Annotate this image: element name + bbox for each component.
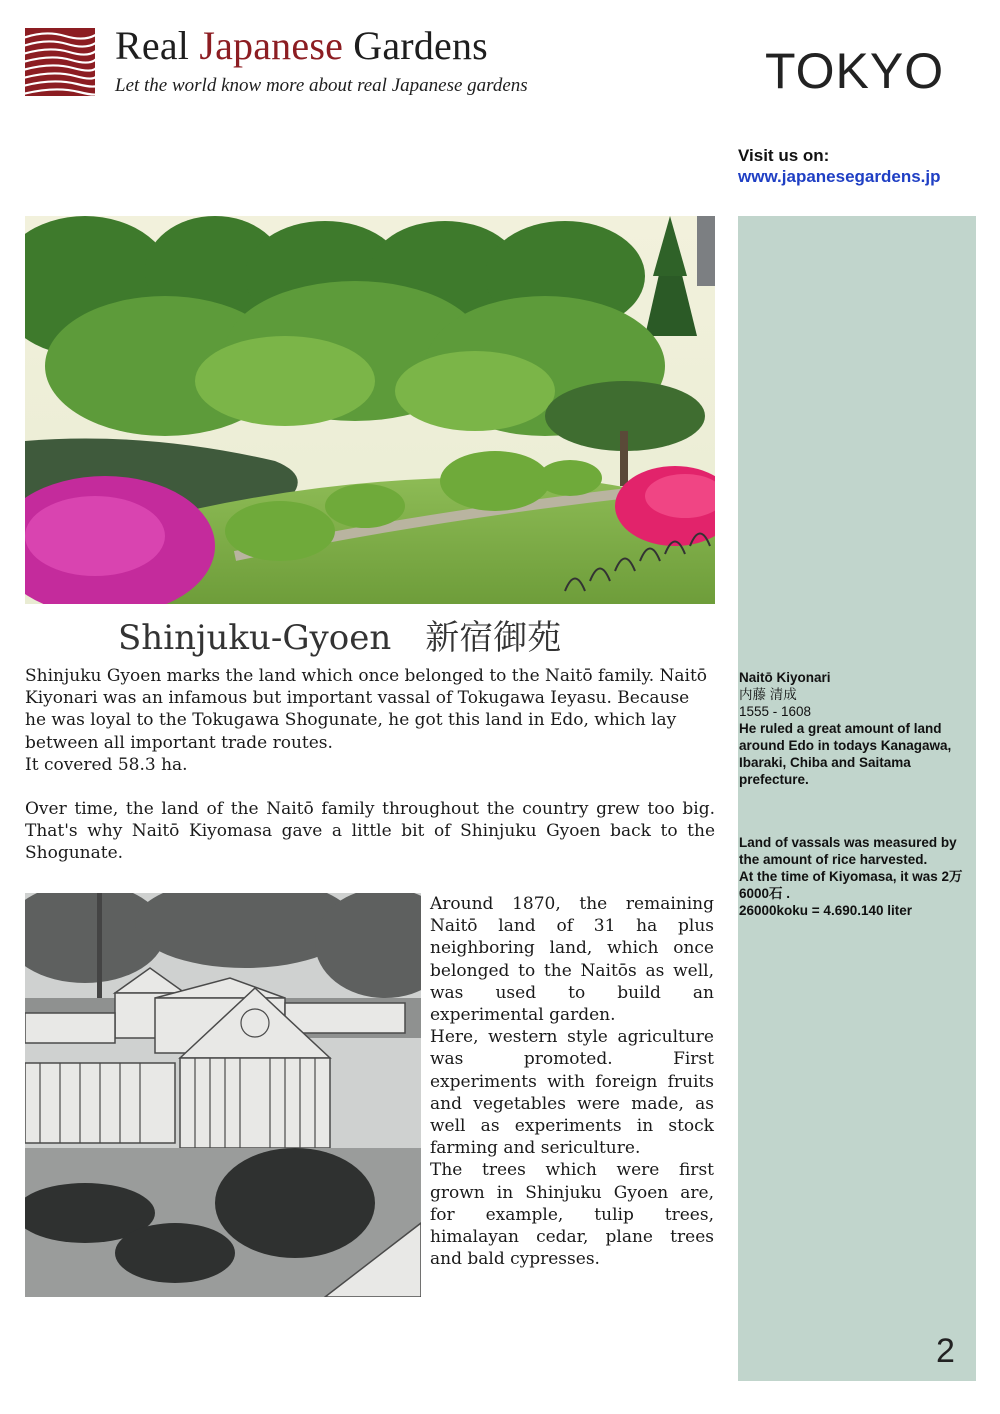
intro-paragraph: It covered 58.3 ha. (25, 754, 188, 775)
page-number: 2 (936, 1332, 955, 1370)
koku-note: 26000koku = 4.690.140 liter (739, 903, 913, 918)
sidebar-person-note (739, 669, 971, 788)
history-paragraph: Around 1870, the remaining Naitō land of 31 ha plus neighboring land, which once belonged to the Naitōs as well, was used to build an experimental garden. (430, 894, 714, 1026)
visit-label: Visit us on: (738, 146, 830, 165)
brand-title-accent: Japanese (199, 23, 344, 68)
person-kanji: 内藤 清成 (739, 687, 797, 702)
history-text (430, 893, 714, 1270)
intro-text (25, 665, 715, 865)
history-paragraph: The trees which were first grown in Shinjuku Gyoen are, for example, tulip trees, himalayan cedar, plane trees and bald cypresses. (430, 1160, 714, 1270)
website-link[interactable]: www.japanesegardens.jp (738, 167, 941, 186)
city-title: TOKYO (765, 43, 945, 99)
brand-logo-icon (25, 28, 95, 96)
intro-paragraph: Over time, the land of the Naitō family throughout the country grew too big. That's why Naitō Kiyomasa gave a little bit of Shinjuku Gyoen back to the Shogunate. (25, 799, 715, 864)
brand-tagline: Let the world know more about real Japanese gardens (115, 75, 528, 96)
person-name: Naitō Kiyonari (739, 670, 831, 685)
greenhouse-photo (25, 893, 421, 1297)
person-years: 1555 - 1608 (739, 704, 812, 719)
kiyomasa-note: At the time of Kiyomasa, it was 2万 6000石 . (739, 869, 963, 901)
history-paragraph: Here, western style agriculture was promoted. First experiments with foreign fruits and vegetables were made, as well as experiments in stock farming and sericulture. (430, 1027, 714, 1159)
vassal-note: Land of vassals was measured by the amount of rice harvested. (739, 835, 957, 867)
sidebar (738, 216, 976, 1381)
person-description: He ruled a great amount of land around Edo in todays Kanagawa, Ibaraki, Chiba and Saitama prefecture. (739, 721, 952, 787)
brand-title: Real Japanese Gardens (115, 23, 488, 68)
intro-paragraph: Shinjuku Gyoen marks the land which once belonged to the Naitō family. Naitō Kiyonari was an infamous but important vassal of Tokugawa Ieyasu. Because he was loyal to the Tokugawa Shogunate, he got this land in Edo, which lay between all important trade routes. (25, 666, 708, 753)
garden-photo (25, 216, 715, 604)
garden-title: Shinjuku-Gyoen 新宿御苑 (118, 618, 562, 658)
sidebar-koku-note (739, 834, 971, 919)
